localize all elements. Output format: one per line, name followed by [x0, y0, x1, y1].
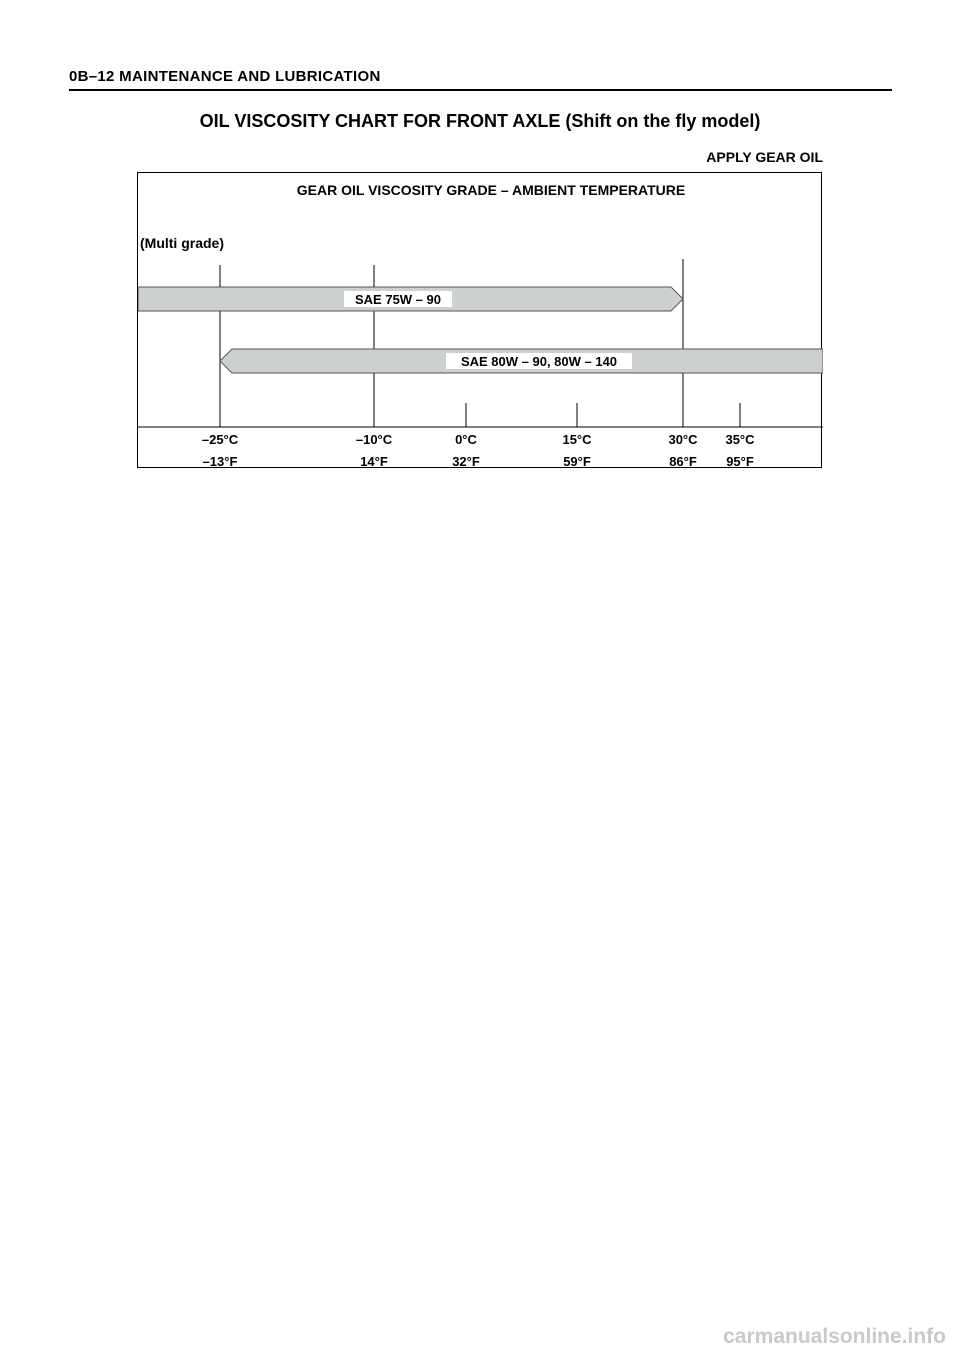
tick-label-celsius: –25°C — [201, 432, 239, 447]
bar-label-sae-75w-90: SAE 75W – 90 — [355, 292, 441, 307]
watermark: carmanualsonline.info — [723, 1325, 946, 1348]
tick-label-celsius: 30°C — [668, 432, 698, 447]
header-rule — [69, 89, 892, 91]
tick-label-celsius: 0°C — [455, 432, 477, 447]
viscosity-chart-svg — [138, 173, 823, 469]
page-title: OIL VISCOSITY CHART FOR FRONT AXLE (Shift on the fly model) — [199, 111, 761, 131]
apply-gear-oil-label: APPLY GEAR OIL — [706, 149, 823, 165]
tick-label-celsius: –10°C — [355, 432, 393, 447]
tick-label-fahrenheit: 32°F — [452, 454, 480, 469]
viscosity-chart — [137, 172, 822, 468]
tick-label-fahrenheit: 14°F — [360, 454, 388, 469]
chart-subtitle: (Multi grade) — [140, 235, 224, 251]
tick-label-fahrenheit: 59°F — [563, 454, 591, 469]
tick-label-fahrenheit: –13°F — [202, 454, 238, 469]
tick-label-fahrenheit: 95°F — [726, 454, 754, 469]
page-header: 0B–12 MAINTENANCE AND LUBRICATION — [69, 68, 381, 85]
bar-label-sae-80w-90-80w-140: SAE 80W – 90, 80W – 140 — [460, 354, 618, 369]
chart-title: GEAR OIL VISCOSITY GRADE – AMBIENT TEMPERATURE — [296, 182, 686, 198]
tick-label-celsius: 35°C — [725, 432, 755, 447]
tick-label-fahrenheit: 86°F — [669, 454, 697, 469]
tick-label-celsius: 15°C — [562, 432, 592, 447]
